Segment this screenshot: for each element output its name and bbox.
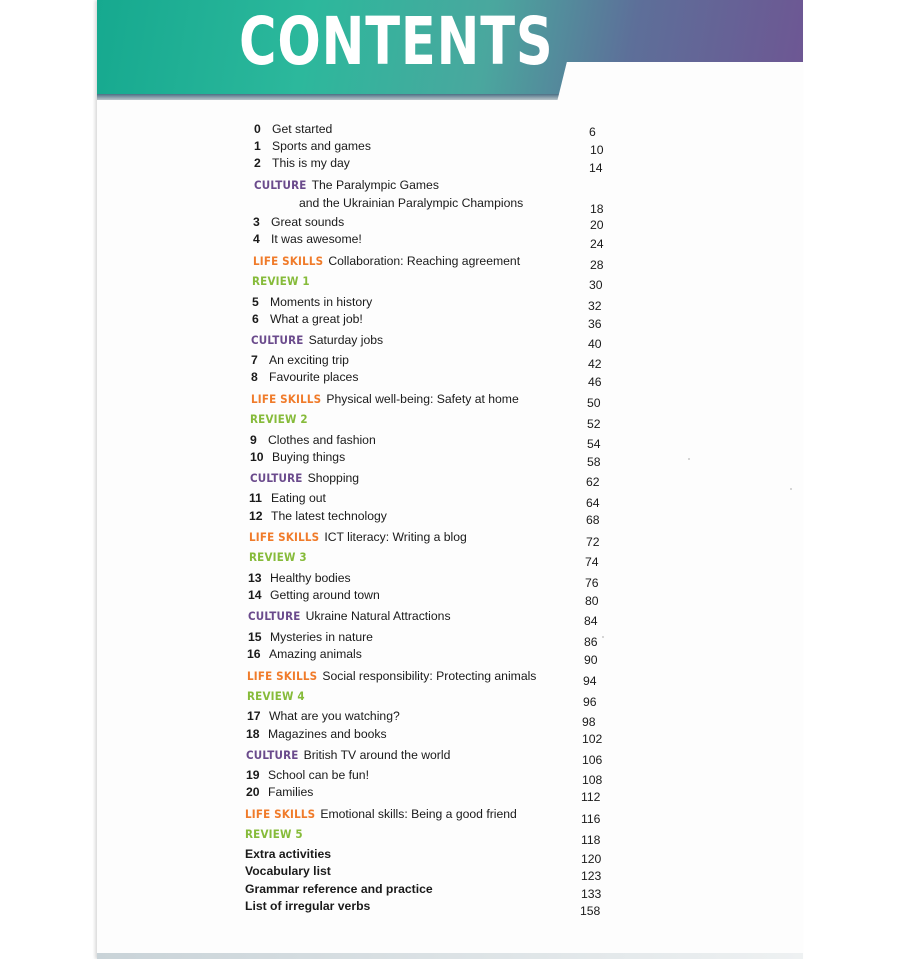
- entry-title: Eating out: [271, 491, 326, 505]
- unit-entry: [248, 629, 373, 645]
- page-number: 36: [588, 317, 602, 331]
- speck: [602, 636, 604, 638]
- page-number: 74: [585, 555, 599, 569]
- section-tag: LIFE SKILLS: [249, 530, 320, 544]
- unit-number: 5: [252, 295, 259, 309]
- entry-title: Emotional skills: Being a good friend: [320, 807, 517, 821]
- unit-entry: [253, 231, 362, 247]
- unit-entry: [252, 294, 372, 310]
- entry-title: Magazines and books: [268, 727, 387, 741]
- entry-title: Buying things: [272, 450, 346, 464]
- unit-entry: [246, 784, 313, 800]
- page-number: 98: [582, 715, 596, 729]
- page-number: 68: [586, 513, 600, 527]
- unit-number: 0: [254, 122, 261, 136]
- entry-title: Sports and games: [272, 139, 371, 153]
- culture-entry: [254, 177, 439, 193]
- page-number: 20: [590, 218, 604, 232]
- page-number: 46: [588, 375, 602, 389]
- page-number: 123: [581, 869, 602, 883]
- page-number: 94: [583, 674, 597, 688]
- page-number: 102: [582, 732, 603, 746]
- page-number: 96: [583, 695, 597, 709]
- unit-number: 20: [246, 785, 260, 799]
- page-number: 76: [585, 576, 599, 590]
- section-tag: LIFE SKILLS: [253, 254, 324, 268]
- life-skills-entry: [253, 253, 520, 269]
- entry-title: Vocabulary list: [245, 864, 331, 878]
- entry-title: Getting around town: [270, 588, 380, 602]
- back-matter-entry: [245, 881, 433, 897]
- page-number: 42: [588, 357, 602, 371]
- unit-number: 11: [249, 491, 262, 505]
- unit-number: 19: [246, 768, 260, 782]
- page-number: 120: [581, 852, 602, 866]
- unit-entry: [254, 138, 371, 154]
- back-matter-entry: [245, 846, 331, 862]
- entry-title: The Paralympic Games: [311, 178, 439, 192]
- page-number: 6: [589, 125, 596, 139]
- entry-title: What are you watching?: [269, 709, 400, 723]
- speck: [688, 458, 690, 460]
- entry-title-continued: and the Ukrainian Paralympic Champions: [299, 196, 524, 210]
- culture-entry: [246, 747, 450, 763]
- unit-entry: [254, 155, 350, 171]
- culture-entry: [251, 332, 383, 348]
- page-number: 118: [581, 833, 601, 847]
- life-skills-entry: [251, 391, 519, 407]
- unit-number: 15: [248, 630, 262, 644]
- entry-title: Extra activities: [245, 847, 332, 861]
- page-number: 158: [580, 904, 601, 918]
- page-number: 84: [584, 614, 598, 628]
- page-number: 106: [582, 753, 603, 767]
- unit-number: 14: [248, 588, 262, 602]
- unit-number: 16: [247, 647, 261, 661]
- page-number: 86: [584, 635, 598, 649]
- entry-title: An exciting trip: [269, 353, 349, 367]
- page-number: 133: [581, 887, 602, 901]
- page-number: 30: [589, 278, 603, 292]
- unit-entry: [249, 508, 387, 524]
- page-number: 116: [581, 812, 601, 826]
- entry-title: School can be fun!: [268, 768, 369, 782]
- page-number: 50: [587, 396, 601, 410]
- section-tag: LIFE SKILLS: [245, 807, 316, 821]
- unit-entry: [252, 311, 363, 327]
- entry-title: The latest technology: [271, 509, 387, 523]
- entry-title: ICT literacy: Writing a blog: [324, 530, 467, 544]
- unit-number: 8: [251, 370, 258, 384]
- entry-title: Saturday jobs: [308, 333, 384, 347]
- unit-entry: [253, 214, 344, 230]
- page-number: 72: [586, 535, 600, 549]
- page-number: 52: [587, 417, 601, 431]
- page-number: 10: [590, 143, 604, 157]
- section-tag: LIFE SKILLS: [247, 669, 318, 683]
- section-tag: REVIEW 2: [250, 412, 308, 426]
- unit-entry: [248, 587, 380, 603]
- page-number: 18: [590, 202, 604, 216]
- life-skills-entry: [245, 806, 517, 822]
- back-matter-entry: [245, 898, 370, 914]
- entry-title: Collaboration: Reaching agreement: [328, 254, 521, 268]
- section-tag: CULTURE: [246, 748, 299, 762]
- unit-number: 17: [247, 709, 261, 723]
- section-tag: REVIEW 5: [245, 827, 303, 841]
- entry-title: Great sounds: [271, 215, 345, 229]
- page-number: 64: [586, 496, 600, 510]
- page-bottom-edge: [97, 953, 803, 959]
- entry-title: It was awesome!: [271, 232, 362, 246]
- entry-title: Get started: [272, 122, 333, 136]
- section-tag: CULTURE: [250, 471, 303, 485]
- page-number: 112: [581, 790, 601, 804]
- unit-number: 9: [250, 433, 257, 447]
- entry-title: This is my day: [272, 156, 350, 170]
- unit-entry: [249, 490, 326, 506]
- page-number: 58: [587, 455, 601, 469]
- unit-entry: [251, 352, 349, 368]
- entry-title: List of irregular verbs: [245, 899, 371, 913]
- page-number: 54: [587, 437, 601, 451]
- page-number: 108: [582, 773, 603, 787]
- unit-number: 18: [246, 727, 260, 741]
- section-tag: REVIEW 1: [252, 274, 310, 288]
- unit-entry: [246, 726, 387, 742]
- page-number: 14: [589, 161, 603, 175]
- entry-title: Healthy bodies: [270, 571, 351, 585]
- unit-number: 4: [253, 232, 260, 246]
- review-entry: [252, 273, 315, 289]
- unit-entry: [247, 708, 400, 724]
- section-tag: LIFE SKILLS: [251, 392, 322, 406]
- entry-title: Moments in history: [270, 295, 373, 309]
- review-entry: [249, 549, 312, 565]
- unit-number: 3: [253, 215, 260, 229]
- page-number: 80: [585, 594, 599, 608]
- entry-title: Shopping: [307, 471, 360, 485]
- entry-title: Ukraine Natural Attractions: [305, 609, 451, 623]
- unit-number: 6: [252, 312, 259, 326]
- section-tag: CULTURE: [254, 178, 307, 192]
- unit-entry: [248, 570, 351, 586]
- unit-entry: [254, 121, 332, 137]
- entry-title: Physical well-being: Safety at home: [326, 392, 519, 406]
- unit-entry: [250, 432, 376, 448]
- culture-entry: [248, 608, 451, 624]
- section-tag: CULTURE: [251, 333, 304, 347]
- section-tag: CULTURE: [248, 609, 301, 623]
- page-number: 62: [586, 475, 600, 489]
- page-title: CONTENTS: [239, 3, 554, 80]
- entry-title: Favourite places: [269, 370, 359, 384]
- unit-number: 7: [251, 353, 258, 367]
- unit-number: 1: [254, 139, 261, 153]
- entry-title: Families: [268, 785, 314, 799]
- unit-number: 12: [249, 509, 263, 523]
- section-tag: REVIEW 3: [249, 550, 307, 564]
- back-matter-entry: [245, 863, 331, 879]
- page-number: 40: [588, 337, 602, 351]
- section-tag: REVIEW 4: [247, 689, 305, 703]
- review-entry: [245, 826, 308, 842]
- page-number: 24: [590, 237, 604, 251]
- entry-title: Grammar reference and practice: [245, 882, 433, 896]
- entry-title: British TV around the world: [303, 748, 451, 762]
- unit-entry: [250, 449, 345, 465]
- entry-title: Amazing animals: [269, 647, 362, 661]
- unit-number: 10: [250, 450, 264, 464]
- entry-title: Social responsibility: Protecting animals: [322, 669, 537, 683]
- unit-entry: [247, 646, 362, 662]
- unit-entry: [251, 369, 358, 385]
- speck: [790, 488, 792, 490]
- banner-cutout: [557, 62, 803, 102]
- culture-entry: [250, 470, 359, 486]
- unit-number: 13: [248, 571, 262, 585]
- life-skills-entry: [247, 668, 536, 684]
- page-number: 90: [584, 653, 598, 667]
- entry-title: Mysteries in nature: [270, 630, 373, 644]
- page-number: 28: [590, 258, 604, 272]
- review-entry: [247, 688, 310, 704]
- review-entry: [250, 411, 313, 427]
- entry-title: Clothes and fashion: [268, 433, 376, 447]
- unit-number: 2: [254, 156, 261, 170]
- page-number: 32: [588, 299, 602, 313]
- entry-title: What a great job!: [270, 312, 363, 326]
- unit-entry: [246, 767, 369, 783]
- life-skills-entry: [249, 529, 467, 545]
